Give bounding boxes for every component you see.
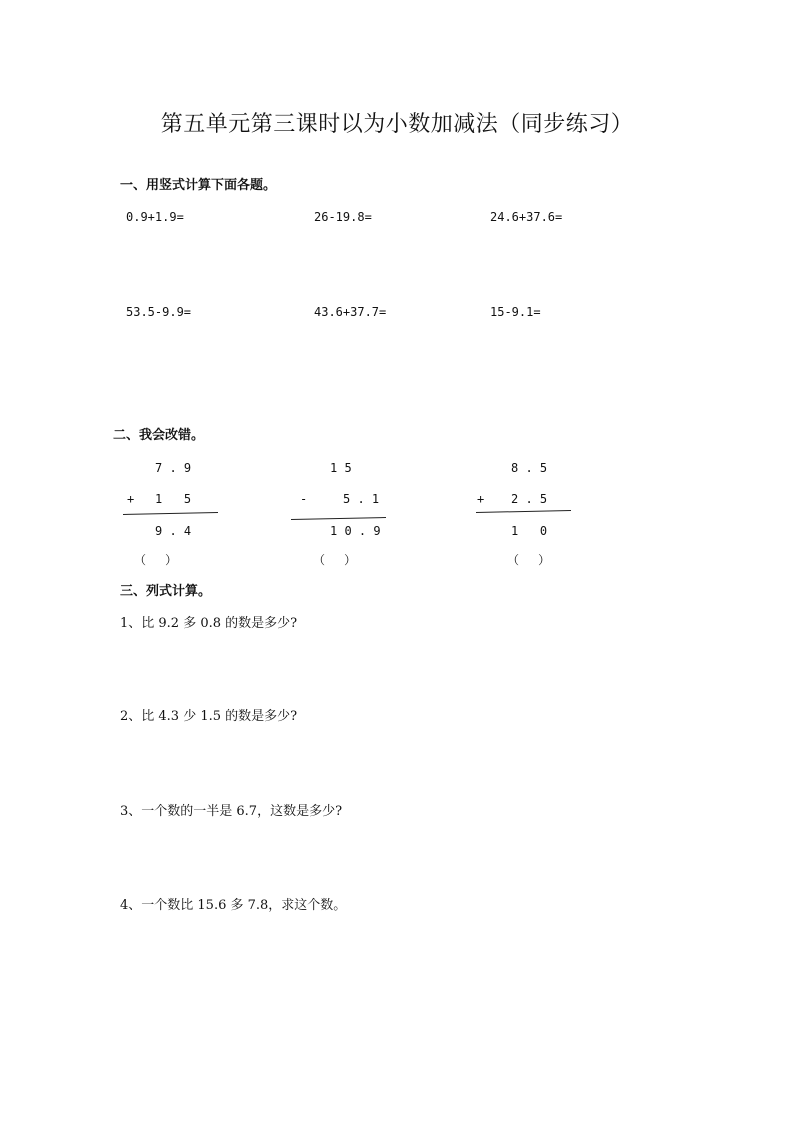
vertical-1-bottom: 1 5	[155, 492, 192, 506]
vertical-2-judge: （ ）	[313, 553, 357, 567]
vertical-3-operator: +	[477, 492, 485, 506]
problem-1-6: 15-9.1=	[490, 305, 541, 319]
question-3: 3、一个数的一半是 6.7，这数是多少?	[120, 804, 343, 819]
problem-1-5: 43.6+37.7=	[314, 305, 387, 319]
question-2: 2、比 4.3 少 1.5 的数是多少?	[120, 709, 298, 724]
vertical-2-bottom: 5 . 1	[343, 492, 380, 506]
vertical-1-operator: +	[127, 492, 135, 506]
vertical-1-judge: （ ）	[134, 553, 178, 567]
vertical-2-rule	[291, 517, 386, 520]
vertical-2-operator: -	[300, 492, 308, 506]
section-3-heading: 三、列式计算。	[120, 584, 212, 599]
vertical-1-result: 9 . 4	[155, 524, 192, 538]
problem-1-4: 53.5-9.9=	[126, 305, 192, 319]
question-4: 4、一个数比 15.6 多 7.8，求这个数。	[120, 898, 347, 913]
section-1-heading: 一、用竖式计算下面各题。	[120, 178, 277, 193]
vertical-3-rule	[476, 510, 571, 513]
section-2-heading: 二、我会改错。	[113, 428, 205, 443]
vertical-1-rule	[123, 512, 218, 515]
vertical-2-top: 1 5	[330, 461, 352, 475]
vertical-3-top: 8 . 5	[511, 461, 548, 475]
page-title: 第五单元第三课时以为小数加减法（同步练习）	[160, 112, 634, 137]
vertical-3-judge: （ ）	[507, 553, 551, 567]
question-1: 1、比 9.2 多 0.8 的数是多少?	[120, 616, 298, 631]
problem-1-1: 0.9+1.9=	[126, 210, 184, 224]
problem-1-2: 26-19.8=	[314, 210, 372, 224]
problem-1-3: 24.6+37.6=	[490, 210, 563, 224]
vertical-2-result: 1 0 . 9	[330, 524, 381, 538]
vertical-1-top: 7 . 9	[155, 461, 192, 475]
vertical-3-bottom: 2 . 5	[511, 492, 548, 506]
vertical-3-result: 1 0	[511, 524, 548, 538]
